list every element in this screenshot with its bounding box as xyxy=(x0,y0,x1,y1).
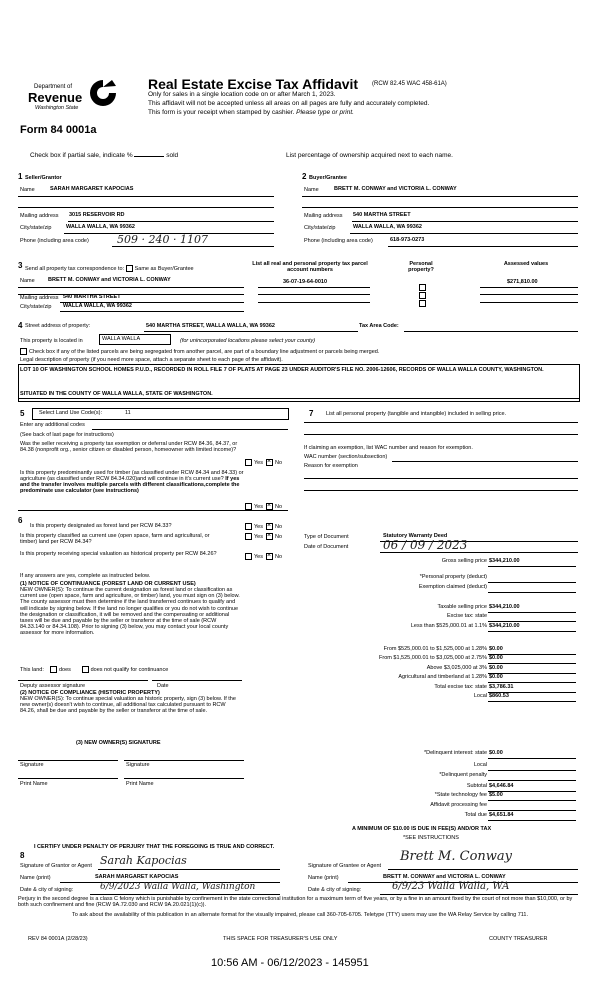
grantee-date-label: Date & city of signing: xyxy=(308,887,362,893)
calc-line-14 xyxy=(488,780,576,781)
dor-logo xyxy=(20,78,122,122)
dept-line2: Revenue xyxy=(28,90,83,105)
calc-value-7[interactable]: $0.00 xyxy=(489,655,503,661)
alt-format-notice: To ask about the availability of this publication in an alternate format for the visually impaired, please call 360-705-6705. Teletype (TTY) users may use the WA Relay Service by calling 711. xyxy=(71,912,529,918)
yes-label: Yes xyxy=(254,533,263,540)
no-label: No xyxy=(275,533,283,540)
calc-value-8[interactable]: $0.00 xyxy=(489,665,503,671)
this-land-label: This land: xyxy=(20,666,44,673)
personal-prop-checkbox-3[interactable] xyxy=(419,296,428,312)
sec5-q1-yes-checkbox[interactable] xyxy=(245,459,252,466)
notice-1-heading: (1) NOTICE OF CONTINUANCE (FOREST LAND OR CURRENT USE) xyxy=(20,581,196,587)
revision-number: REV 84 0001A (2/28/23) xyxy=(28,936,88,942)
sec5-q2-yes-checkbox[interactable] xyxy=(245,503,252,510)
calc-line-11 xyxy=(488,701,576,702)
calc-value-0[interactable]: $344,210.00 xyxy=(489,558,520,564)
does-label: does xyxy=(58,666,71,673)
calc-label-14: *Delinquent penalty xyxy=(439,772,487,778)
land-use-code: 11 xyxy=(125,410,131,416)
calc-line-3 xyxy=(488,612,576,613)
partial-sale-label xyxy=(30,153,178,160)
calc-line-18 xyxy=(488,820,576,821)
located-select[interactable]: WALLA WALLA xyxy=(99,334,171,345)
if-yes-note: If any answers are yes, complete as instructed below. xyxy=(20,573,151,579)
land-use-label: Select Land Use Code(s): xyxy=(39,410,102,416)
notice-2-body: NEW OWNER(S): To continue special valuation as historic property, sign (3) below. If the new owner(s) doesn't wish to continue, all additional tax calculated pursuant to RCW 84.26, shall be due and payable by the seller or transferor at the time of sale. xyxy=(20,696,236,715)
located-label: This property is located in xyxy=(20,338,83,344)
calc-label-2: Exemption claimed (deduct) xyxy=(418,584,487,590)
seller-city-value[interactable]: WALLA WALLA, WA 99362 xyxy=(66,224,135,230)
notice-3-heading: (3) NEW OWNER(S) SIGNATURE xyxy=(76,740,161,746)
dept-line3: Washington State xyxy=(35,105,79,111)
owner-print-label-1: Print Name xyxy=(20,781,48,787)
buyer-city-value[interactable]: WALLA WALLA, WA 99362 xyxy=(353,224,422,230)
calc-label-6: From $525,000.01 to $1,525,000 at 1.28% xyxy=(383,646,487,652)
sec3-city-label: City/state/zip xyxy=(20,304,52,310)
yes-label: Yes xyxy=(254,553,263,560)
situated-box xyxy=(18,388,580,402)
calc-label-7: From $1,525,000.01 to $3,025,000 at 2.75% xyxy=(379,655,487,661)
header-sub1: Only for sales in a single location code on or after March 1, 2023. xyxy=(148,91,336,98)
sec6-q3-no-checkbox[interactable] xyxy=(266,553,273,560)
section-7-number: 7 xyxy=(309,409,314,418)
calc-label-12: *Delinquent interest: state xyxy=(424,750,487,756)
no-label: No xyxy=(275,523,283,530)
county-treasurer: COUNTY TREASURER xyxy=(489,936,548,942)
buyer-city-label: City/state/zip xyxy=(304,225,336,231)
header-sub3 xyxy=(148,110,354,117)
seller-phone-value[interactable]: 509 · 240 · 1107 xyxy=(117,233,208,246)
sec5-q2 xyxy=(20,470,246,495)
no-label: No xyxy=(275,553,283,560)
sec3-name-value[interactable]: BRETT M. CONWAY and VICTORIA L. CONWAY xyxy=(48,277,171,283)
seller-city-label: City/state/zip xyxy=(20,225,52,231)
land-use-select[interactable] xyxy=(32,408,289,420)
header-sub3b: Please type or print. xyxy=(296,109,354,116)
tax-area-code-label: Tax Area Code: xyxy=(359,323,399,329)
calc-line-4 xyxy=(488,621,576,622)
segregate-checkbox[interactable] xyxy=(20,348,27,355)
see-instructions: *SEE INSTRUCTIONS xyxy=(403,835,459,841)
street-label: Street address of property: xyxy=(25,323,91,329)
no-label: No xyxy=(275,459,283,466)
no-label: No xyxy=(275,503,283,510)
deputy-date-label: Date xyxy=(157,683,169,689)
calc-value-18[interactable]: $4,651.84 xyxy=(489,812,514,818)
seller-heading: Seller/Grantor xyxy=(25,175,62,181)
personal-col-header: Personal property? xyxy=(408,261,434,274)
situated-text: SITUATED IN THE COUNTY OF WALLA WALLA, STATE OF WASHINGTON. xyxy=(20,391,213,397)
seller-addr-value[interactable]: 3015 RESERVOIR RD xyxy=(69,212,125,218)
calc-label-4: Excise tax: state xyxy=(446,613,487,619)
calc-label-18: Total due xyxy=(464,812,487,818)
parcel-number-value[interactable]: 36-07-19-64-0010 xyxy=(283,279,328,285)
does-not-checkbox[interactable] xyxy=(82,666,89,673)
does-checkbox[interactable] xyxy=(50,666,57,673)
same-as-buyer-checkbox[interactable] xyxy=(126,265,133,272)
calc-value-5[interactable]: $344,210.00 xyxy=(489,623,520,629)
calc-line-12 xyxy=(488,758,576,759)
yes-label: Yes xyxy=(254,459,263,466)
wac-label: WAC number (section/subsection) xyxy=(304,454,388,460)
deputy-signature-label: Deputy assessor signature xyxy=(20,683,86,689)
sec5-q2b: If yes and the transfer involves multiple parcels with different classifications,complete the predominate use calculator (see instructions) xyxy=(20,476,240,495)
sec6-q2-answer xyxy=(245,533,282,540)
header-sub3a: This form is your receipt when stamped by cashier. xyxy=(148,109,295,116)
assessed-col-header: Assessed values xyxy=(503,261,549,267)
calc-value-3[interactable]: $344,210.00 xyxy=(489,604,520,610)
sec6-q1: Is this property designated as forest land per RCW 84.33? xyxy=(30,523,172,529)
see-back-note: (See back of last page for instructions) xyxy=(20,432,114,438)
buyer-heading: Buyer/Grantee xyxy=(309,175,347,181)
doc-type-label: Type of Document xyxy=(304,534,349,540)
calc-label-13: Local xyxy=(473,762,487,768)
doc-date-value[interactable]: 06 / 09 / 2023 xyxy=(383,538,468,552)
perjury-notice: Perjury in the second degree is a class C felony which is punishable by confinement in the state correctional institution for a maximum term of five years, or by a fine in an amount fixed by the court of not more than $10,000, or by both such confinement and fine (RCW 9A.72.030 and RCW 9A.20.021(1)(c)). xyxy=(18,896,573,909)
calc-label-17: Affidavit processing fee xyxy=(430,802,487,808)
notice-continuance xyxy=(20,581,242,636)
header-sub2: This affidavit will not be accepted unless all areas on all pages are fully and accurately completed. xyxy=(148,100,430,107)
street-value[interactable]: 540 MARTHA STREET, WALLA WALLA, WA 99362 xyxy=(146,323,275,329)
partial-sold-text: sold xyxy=(166,152,179,159)
sec6-q3-answer xyxy=(245,553,282,560)
sec5-q1-answer xyxy=(245,459,282,466)
calc-label-1: *Personal property (deduct) xyxy=(419,574,487,580)
segregate-label: Check box if any of the listed parcels are being segregated from another parcel, are part of a boundary line adjustment or parcels being merged. xyxy=(29,348,380,355)
same-as-buyer-label: Same as Buyer/Grantee xyxy=(134,265,194,272)
seller-phone-label: Phone (including area code) xyxy=(20,238,89,244)
assessed-value[interactable]: $271,810.00 xyxy=(507,279,538,285)
sec6-q1-answer xyxy=(245,523,282,530)
section-2-number: 2 xyxy=(302,172,307,181)
calc-line-1 xyxy=(488,582,576,583)
yes-label: Yes xyxy=(254,503,263,510)
notice-2-heading: (2) NOTICE OF COMPLIANCE (HISTORIC PROPERTY) xyxy=(20,690,160,696)
calc-label-11: Local xyxy=(473,693,487,699)
sec6-q2-no-checkbox[interactable] xyxy=(266,533,273,540)
calc-label-0: Gross selling price xyxy=(441,558,487,564)
buyer-addr-value[interactable]: 540 MARTHA STREET xyxy=(353,212,411,218)
owner-signature-label-2: Signature xyxy=(126,762,150,768)
buyer-name-value[interactable]: BRETT M. CONWAY and VICTORIA L. CONWAY xyxy=(334,186,457,192)
receipt-stamp: 10:56 AM - 06/12/2023 - 145951 xyxy=(211,957,369,969)
grantee-sig-label: Signature of Grantee or Agent xyxy=(308,863,382,869)
additional-codes-label: Enter any additional codes xyxy=(20,422,85,428)
section-1-number: 1 xyxy=(18,172,23,181)
minimum-note: A MINIMUM OF $10.00 IS DUE IN FEE(S) AND/OR TAX xyxy=(352,826,492,832)
sec6-q1-yes-checkbox[interactable] xyxy=(245,523,252,530)
notice-compliance xyxy=(20,690,242,715)
grantee-name-value[interactable]: BRETT M. CONWAY and VICTORIA L. CONWAY xyxy=(383,874,506,880)
ownership-percent-note: List percentage of ownership acquired next to each name. xyxy=(286,152,453,159)
sec5-q1-no-checkbox[interactable] xyxy=(266,459,273,466)
does-not-label: does not qualify for continuance xyxy=(90,666,169,673)
form-title: Real Estate Excise Tax Affidavit xyxy=(148,76,359,92)
sec5-q2a: Is this property predominantly used for timber (as classified under RCW 84.34 and 84.33) or agriculture (as classified under RCW 84.34.020)and will continue in it's current use? xyxy=(20,470,244,483)
reason-label: Reason for exemption xyxy=(304,463,358,469)
calc-label-8: Above $3,025,000 at 3% xyxy=(426,665,487,671)
sec3-name-label: Name xyxy=(20,278,35,284)
grantor-name-value[interactable]: SARAH MARGARET KAPOCIAS xyxy=(95,874,179,880)
grantee-date-value[interactable]: 6/9/23 Walla Walla, WA xyxy=(392,881,510,892)
grantor-signature[interactable]: Sarah Kapocias xyxy=(100,854,187,867)
calc-label-3: Taxable selling price xyxy=(437,604,487,610)
calc-line-17 xyxy=(488,810,576,811)
grantor-sig-label: Signature of Grantor or Agent xyxy=(20,863,92,869)
buyer-phone-value[interactable]: 618-973-0273 xyxy=(390,237,425,243)
dor-swoosh-icon xyxy=(88,78,118,108)
calc-value-11[interactable]: $860.53 xyxy=(489,693,509,699)
grantor-date-value[interactable]: 6/9/2023 Walla Walla, Washington xyxy=(100,882,256,892)
sec6-q3-yes-checkbox[interactable] xyxy=(245,553,252,560)
calc-line-0 xyxy=(488,566,576,567)
calc-line-9 xyxy=(488,682,576,683)
sec6-q1-no-checkbox[interactable] xyxy=(266,523,273,530)
dept-line1: Department of xyxy=(34,84,73,90)
sec6-q2-yes-checkbox[interactable] xyxy=(245,533,252,540)
seller-name-value[interactable]: SARAH MARGARET KAPOCIAS xyxy=(50,186,134,192)
doc-date-label: Date of Document xyxy=(304,544,349,550)
buyer-name-label: Name xyxy=(304,187,319,193)
calc-label-5: Less than $525,000.01 at 1.1% xyxy=(410,623,487,629)
owner-signature-label-1: Signature xyxy=(20,762,44,768)
calc-value-9[interactable]: $0.00 xyxy=(489,674,503,680)
calc-line-16 xyxy=(488,800,576,801)
exemption-note: If claiming an exemption, list WAC number and reason for exemption. xyxy=(304,445,473,451)
calc-line-13 xyxy=(488,770,576,771)
calc-line-7 xyxy=(488,663,576,664)
sec6-q3: Is this property receiving special valuation as historical property per RCW 84.26? xyxy=(20,551,217,557)
yes-label: Yes xyxy=(254,523,263,530)
partial-sale-text: Check box if partial sale, indicate % xyxy=(30,152,133,159)
parcel-col-header: List all real and personal property tax parcel account numbers xyxy=(252,261,368,274)
section-5-number: 5 xyxy=(20,409,25,418)
section-8-number: 8 xyxy=(20,851,25,860)
grantor-name-label: Name (print) xyxy=(20,875,51,881)
sec5-q2-no-checkbox[interactable] xyxy=(266,503,273,510)
calc-value-6[interactable]: $0.00 xyxy=(489,646,503,652)
seller-name-label: Name xyxy=(20,187,35,193)
buyer-phone-label: Phone (including area code) xyxy=(304,238,373,244)
section-6-number: 6 xyxy=(18,516,23,525)
notice-1-body: NEW OWNER(S): To continue the current designation as forest land or classification as current use (open space, farm and agriculture, or timber) land, you must sign on (3) below. The county assessor must then determine if the land transferred continues to qualify and will indicate by signing below. If the land no longer qualifies or you do not wish to continue the designation or classification, it will be removed and the compensating or additional taxes will be due and payable by the seller or transferor at the time of sale (RCW 84.33.140 or 84.34.108). Prior to signing (3) below, you may contact your local county assessor for more information. xyxy=(20,587,240,637)
legal-desc-label: Legal description of property (if you need more space, attach a separate sheet to each page of the affidavit). xyxy=(20,357,283,363)
certify-statement: I CERTIFY UNDER PENALTY OF PERJURY THAT THE FOREGOING IS TRUE AND CORRECT. xyxy=(34,844,275,850)
sec5-q2-answer xyxy=(245,503,282,510)
form-title-ref: (RCW 82.45 WAC 458-61A) xyxy=(372,81,447,87)
seller-addr-label: Mailing address xyxy=(20,213,59,219)
partial-percent-field[interactable] xyxy=(134,156,164,157)
sec3-city-value[interactable]: WALLA WALLA, WA 99362 xyxy=(63,303,132,309)
doc-type-value[interactable]: Statutory Warranty Deed xyxy=(383,533,448,539)
grantee-name-label: Name (print) xyxy=(308,875,339,881)
calc-value-16[interactable]: $5.00 xyxy=(489,792,503,798)
personal-property-label: List all personal property (tangible and intangible) included in selling price. xyxy=(326,411,507,417)
owner-print-label-2: Print Name xyxy=(126,781,154,787)
buyer-addr-label: Mailing address xyxy=(304,213,343,219)
grantor-date-label: Date & city of signing: xyxy=(20,887,74,893)
send-correspondence xyxy=(25,265,194,272)
form-number: Form 84 0001a xyxy=(20,124,97,136)
calc-value-12[interactable]: $0.00 xyxy=(489,750,503,756)
segregate-row xyxy=(20,348,379,355)
sec6-q2: Is this property classified as current use (open space, farm and agricultural, or timber) land per RCW 84.34? xyxy=(20,533,210,546)
located-note: (for unincorporated locations please select your county) xyxy=(180,338,316,344)
this-land-row xyxy=(20,666,168,673)
calc-label-9: Agricultural and timberland at 1.28% xyxy=(398,674,487,680)
calc-label-10: Total excise tax: state xyxy=(434,684,487,690)
calc-value-10[interactable]: $3,786.31 xyxy=(489,684,514,690)
sec5-q1: Was the seller receiving a property tax exemption or deferral under RCW 84.36, 84.37, or 84.38 (nonprofit org., senior citizen or disabled person, homeowner with limited income)? xyxy=(20,441,238,454)
section-3-number: 3 xyxy=(18,261,23,270)
calc-value-15[interactable]: $4,646.84 xyxy=(489,783,514,789)
treasurer-space: THIS SPACE FOR TREASURER'S USE ONLY xyxy=(223,936,338,942)
calc-line-5 xyxy=(488,631,576,632)
send-label: Send all property tax correspondence to: xyxy=(25,265,125,272)
legal-description: LOT 10 OF WASHINGTON SCHOOL HOMES P.U.D., RECORDED IN ROLL FILE 7 OF PLATS AT PAGE 23 UNDER AUDITOR'S FILE NO. 2006-12606, RECORDS OF WALLA WALLA COUNTY, WASHINGTON. xyxy=(20,367,544,373)
sec3-addr-value[interactable]: 540 MARTHA STREET xyxy=(63,294,121,300)
calc-label-16: *State technology fee xyxy=(434,792,487,798)
grantee-signature[interactable]: Brett M. Conway xyxy=(400,849,512,864)
calc-label-15: Subtotal xyxy=(466,783,487,789)
section-4-number: 4 xyxy=(18,321,23,330)
sec3-addr-label: Mailing address xyxy=(20,295,59,301)
calc-line-2 xyxy=(488,592,576,593)
